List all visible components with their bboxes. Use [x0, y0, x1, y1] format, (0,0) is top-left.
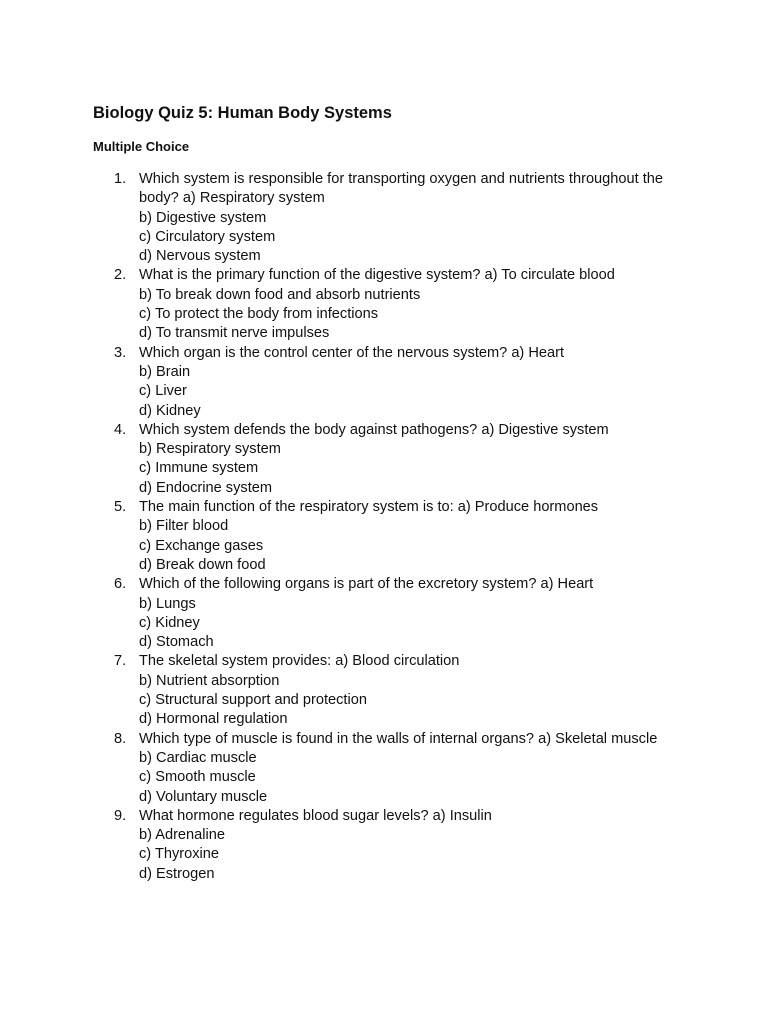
- answer-option: d) Nervous system: [139, 248, 261, 265]
- answer-option: b) Filter blood: [139, 518, 229, 535]
- answer-option: d) Break down food: [139, 556, 266, 573]
- answer-option: d) Hormonal regulation: [139, 711, 288, 728]
- question-item: [0, 498, 699, 575]
- answer-option: c) Circulatory system: [139, 228, 276, 245]
- answer-option: b) To break down food and absorb nutrients: [139, 286, 421, 303]
- answer-option: b) Digestive system: [139, 209, 267, 226]
- answer-option: c) Structural support and protection: [139, 692, 367, 709]
- question-number: 7.: [114, 653, 127, 670]
- question-list: [0, 170, 768, 884]
- answer-option: c) Kidney: [139, 614, 200, 631]
- answer-option: b) Lungs: [139, 595, 196, 612]
- question-item: [0, 421, 699, 498]
- answer-option: b) Nutrient absorption: [139, 672, 280, 689]
- question-item: [0, 807, 699, 884]
- answer-option: b) Adrenaline: [139, 827, 226, 844]
- answer-option: c) Exchange gases: [139, 537, 264, 554]
- question-stem: Which of the following organs is part of the excretory system? a) Heart: [139, 576, 594, 593]
- question-number: 8.: [114, 730, 127, 747]
- question-number: 2.: [114, 267, 127, 284]
- answer-option: c) Immune system: [139, 460, 259, 477]
- answer-option: d) Voluntary muscle: [139, 788, 268, 805]
- answer-option: b) Respiratory system: [139, 441, 281, 458]
- answer-option: d) To transmit nerve impulses: [139, 325, 330, 342]
- answer-option: c) Thyroxine: [139, 846, 220, 863]
- section-heading: Multiple Choice: [93, 139, 190, 154]
- question-item: [0, 652, 699, 729]
- question-stem: The main function of the respiratory system is to: a) Produce hormones: [139, 499, 599, 516]
- question-item: [0, 170, 699, 266]
- answer-option: d) Estrogen: [139, 865, 215, 882]
- question-item: [0, 575, 699, 652]
- answer-option: d) Endocrine system: [139, 479, 273, 496]
- answer-option: b) Brain: [139, 363, 191, 380]
- answer-option: c) To protect the body from infections: [139, 306, 379, 323]
- question-number: 1.: [114, 171, 127, 187]
- question-stem: Which organ is the control center of the nervous system? a) Heart: [139, 344, 565, 361]
- question-number: 4.: [114, 421, 127, 438]
- question-stem: What is the primary function of the digestive system? a) To circulate blood: [139, 267, 615, 284]
- question-number: 3.: [114, 344, 127, 361]
- answer-option: b) Cardiac muscle: [139, 749, 257, 766]
- question-number: 9.: [114, 807, 127, 824]
- question-item: [0, 266, 699, 343]
- question-stem: Which type of muscle is found in the walls of internal organs? a) Skeletal muscle: [139, 730, 658, 747]
- question-number: 5.: [114, 499, 127, 516]
- answer-option: c) Liver: [139, 383, 187, 400]
- question-stem: Which system is responsible for transporting oxygen and nutrients throughout the body? a) Respiratory system: [139, 171, 664, 207]
- page-title: Biology Quiz 5: Human Body Systems: [93, 104, 392, 122]
- question-stem: Which system defends the body against pathogens? a) Digestive system: [139, 421, 609, 438]
- question-stem: The skeletal system provides: a) Blood circulation: [139, 653, 460, 670]
- question-item: [0, 730, 699, 807]
- answer-option: d) Kidney: [139, 402, 201, 419]
- question-number: 6.: [114, 576, 127, 593]
- answer-option: c) Smooth muscle: [139, 769, 256, 786]
- answer-option: d) Stomach: [139, 634, 214, 651]
- question-item: [0, 344, 699, 421]
- question-stem: What hormone regulates blood sugar levels? a) Insulin: [139, 807, 492, 824]
